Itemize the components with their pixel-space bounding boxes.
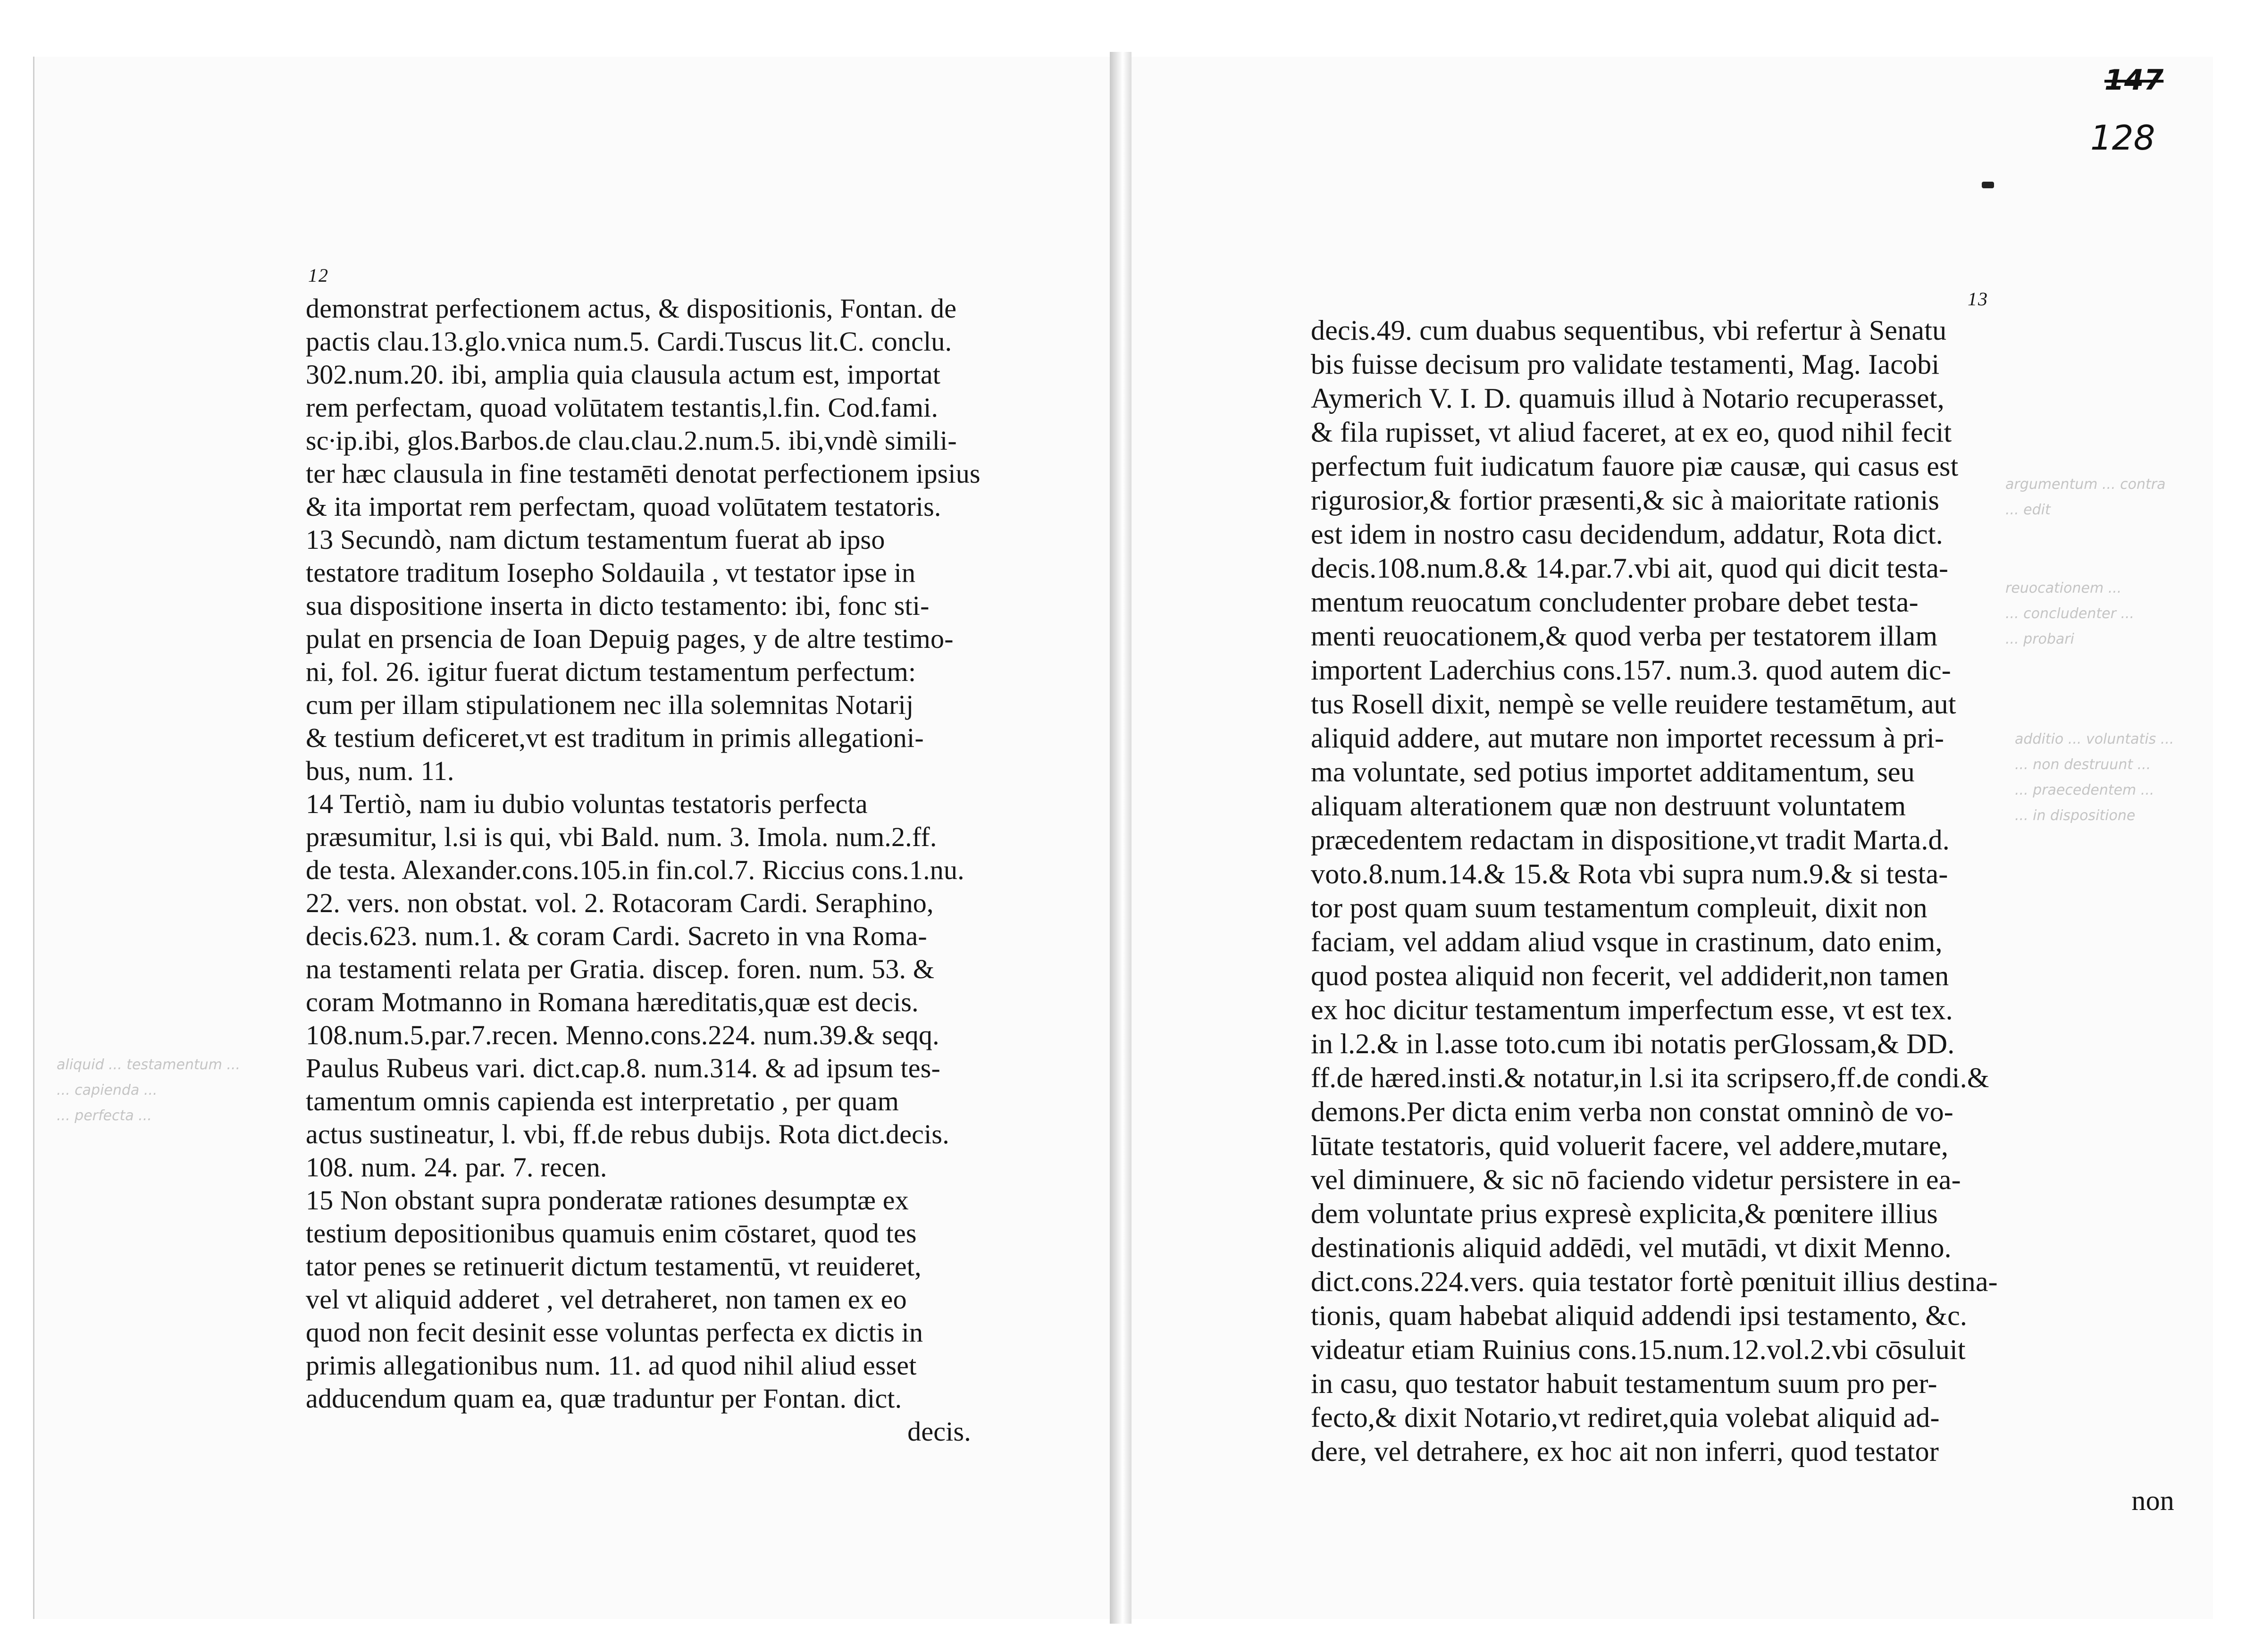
left-line: 108. num. 24. par. 7. recen. (306, 1152, 607, 1182)
right-line: tus Rosell dixit, nempè se velle reuidere testamētum, aut (1311, 688, 1956, 720)
book-gutter (1110, 52, 1131, 1624)
left-line: na testamenti relata per Gratia. discep. foren. num. 53. & (306, 954, 935, 984)
margin-note-line: ... edit (2005, 502, 2051, 518)
margin-note-line: ... non destruunt ... (2015, 756, 2151, 773)
right-line: importent Laderchius cons.157. num.3. quod autem dic- (1311, 654, 1951, 686)
margin-note-line: ... capienda ... (57, 1082, 158, 1099)
right-margin-note (2005, 576, 2134, 652)
right-line: bis fuisse decisum pro validate testamenti, Mag. Iacobi (1311, 349, 1940, 380)
left-line: tator penes se retinuerit dictum testamentū, vt reuideret, (306, 1251, 922, 1282)
margin-note-line: ... praecedentem ... (2015, 782, 2154, 798)
right-line: tor post quam suum testamentum compleuit, dixit non (1311, 892, 1928, 923)
margin-note-line: ... probari (2005, 631, 2074, 647)
right-line: ff.de hæred.insti.& notatur,in l.si ita scripsero,ff.de condi.& (1311, 1062, 1989, 1093)
right-line: decis.49. cum duabus sequentibus, vbi refertur à Senatu (1311, 315, 1947, 346)
left-line: vel vt aliquid adderet , vel detraheret, non tamen ex eo (306, 1284, 907, 1315)
right-line: faciam, vel addam aliud vsque in crastinum, dato enim, (1311, 926, 1943, 957)
right-line: lūtate testatoris, quid voluerit facere, vel addere,mutare, (1311, 1130, 1949, 1161)
left-margin-note (57, 1052, 240, 1129)
right-line: fecto,& dixit Notario,vt rediret,quia volebat aliquid ad- (1311, 1402, 1940, 1433)
right-line: Aymerich V. I. D. quamuis illud à Notario recuperasset, (1311, 383, 1944, 414)
left-line: tamentum omnis capienda est interpretatio , per quam (306, 1086, 899, 1116)
left-line: sc∙ip.ibi, glos.Barbos.de clau.clau.2.num.5. ibi,vndè simili- (306, 425, 957, 456)
left-line: 13 Secundò, nam dictum testamentum fuerat ab ipso (306, 524, 885, 555)
ink-mark (1982, 182, 1994, 188)
right-line: rigurosior,& fortior præsenti,& sic à maioritate rationis (1311, 485, 1940, 516)
right-line: quod postea aliquid non fecerit, vel addiderit,non tamen (1311, 960, 1949, 991)
margin-note-line: additio ... voluntatis ... (2015, 731, 2174, 747)
right-line: voto.8.num.14.& 15.& Rota vbi supra num.9.& si testa- (1311, 858, 1948, 889)
left-line: 302.num.20. ibi, amplia quia clausula actum est, importat (306, 359, 941, 390)
left-line: & testium deficeret,vt est traditum in primis allegationi- (306, 722, 924, 753)
left-line: decis.623. num.1. & coram Cardi. Sacreto in vna Roma- (306, 921, 927, 951)
margin-note-line: argumentum ... contra (2005, 476, 2166, 493)
left-line: sua dispositione inserta in dicto testamento: ibi, fonc sti- (306, 590, 930, 621)
right-line: in casu, quo testator habuit testamentum suum pro per- (1311, 1368, 1937, 1399)
right-line: aliquam alterationem quæ non destruunt voluntatem (1311, 790, 1906, 822)
right-line: tionis, quam habebat aliquid addendi ipsi testamento, &c. (1311, 1300, 1968, 1331)
left-line: ter hæc clausula in fine testamēti denotat perfectionem ipsius (306, 458, 981, 489)
right-line: in l.2.& in l.asse toto.cum ibi notatis perGlossam,& DD. (1311, 1028, 1955, 1059)
left-line: 15 Non obstant supra ponderatæ rationes desumptæ ex (306, 1185, 909, 1216)
left-line: quod non fecit desinit esse voluntas perfecta ex dictis in (306, 1317, 923, 1348)
right-page-number: 13 (1968, 288, 1988, 310)
margin-note-line: aliquid ... testamentum ... (57, 1057, 241, 1073)
left-line: bus, num. 11. (306, 755, 454, 786)
margin-note-line: ... perfecta ... (57, 1107, 152, 1124)
left-line: & ita importat rem perfectam, quoad volūtatem testatoris. (306, 491, 941, 522)
right-margin-note (2015, 727, 2174, 829)
left-line: demonstrat perfectionem actus, & dispositionis, Fontan. de (306, 293, 957, 324)
right-line: menti reuocationem,& quod verba per testatorem illam (1311, 621, 1938, 652)
right-line: perfectum fuit iudicatum fauore piæ causæ, qui casus est (1311, 451, 1959, 482)
right-line: vel diminuere, & sic nō faciendo videtur persistere in ea- (1311, 1164, 1961, 1195)
left-line: pulat en prsencia de Ioan Depuig pages, y de altre testimo- (306, 623, 954, 654)
left-line: rem perfectam, quoad volūtatem testantis,l.fin. Cod.fami. (306, 392, 939, 423)
right-line: dere, vel detrahere, ex hoc ait non inferri, quod testator (1311, 1436, 1939, 1467)
right-line: dem voluntate prius expresè explicita,& pœnitere illius (1311, 1198, 1938, 1229)
margin-note-line: reuocationem ... (2005, 580, 2122, 596)
left-line: testatore traditum Iosepho Soldauila , vt testator ipse in (306, 557, 916, 588)
old-folio-number: 147 (2104, 64, 2164, 97)
left-line: Paulus Rubeus vari. dict.cap.8. num.314. & ad ipsum tes- (306, 1053, 941, 1083)
left-line: 22. vers. non obstat. vol. 2. Rotacoram Cardi. Seraphino, (306, 888, 934, 918)
left-line: præsumitur, l.si is qui, vbi Bald. num. 3. Imola. num.2.ff. (306, 822, 937, 852)
margin-note-line: ... in dispositione (2015, 807, 2136, 824)
right-line: dict.cons.224.vers. quia testator fortè pœnituit illius destina- (1311, 1266, 1998, 1297)
left-line: de testa. Alexander.cons.105.in fin.col.7. Riccius cons.1.nu. (306, 855, 964, 885)
right-line: aliquid addere, aut mutare non importet recessum à pri- (1311, 722, 1944, 754)
left-page (33, 57, 1111, 1619)
left-line: primis allegationibus num. 11. ad quod nihil aliud esset (306, 1350, 917, 1381)
right-line: demons.Per dicta enim verba non constat omninò de vo- (1311, 1096, 1953, 1127)
right-line: est idem in nostro casu decidendum, addatur, Rota dict. (1311, 519, 1943, 550)
right-line: ma voluntate, sed potius importet additamentum, seu (1311, 756, 1915, 788)
left-catchword: decis. (907, 1416, 971, 1447)
left-page-number: 12 (308, 265, 329, 286)
right-line: videatur etiam Ruinius cons.15.num.12.vol.2.vbi cōsuluit (1311, 1334, 1966, 1365)
left-line: cum per illam stipulationem nec illa solemnitas Notarij (306, 689, 914, 720)
right-line: decis.108.num.8.& 14.par.7.vbi ait, quod qui dicit testa- (1311, 553, 1949, 584)
left-line: actus sustineatur, l. vbi, ff.de rebus dubijs. Rota dict.decis. (306, 1119, 949, 1149)
left-line: 14 Tertiò, nam iu dubio voluntas testatoris perfecta (306, 788, 868, 819)
right-line: præcedentem redactam in dispositione,vt tradit Marta.d. (1311, 824, 1950, 855)
right-line: mentum reuocatum concludenter probare debet testa- (1311, 587, 1919, 618)
left-line: testium depositionibus quamuis enim cōstaret, quod tes (306, 1218, 917, 1249)
left-line: ni, fol. 26. igitur fuerat dictum testamentum perfectum: (306, 656, 916, 687)
right-line: & fila rupisset, vt aliud faceret, at ex eo, quod nihil fecit (1311, 417, 1952, 448)
left-line: coram Motmanno in Romana hæreditatis,quæ est decis. (306, 987, 919, 1017)
right-line: ex hoc dicitur testamentum imperfectum esse, vt est tex. (1311, 994, 1953, 1025)
left-line: pactis clau.13.glo.vnica num.5. Cardi.Tuscus lit.C. conclu. (306, 326, 952, 357)
left-line: 108.num.5.par.7.recen. Menno.cons.224. num.39.& seqq. (306, 1020, 939, 1050)
left-line: adducendum quam ea, quæ traduntur per Fontan. dict. (306, 1383, 902, 1414)
folio-number: 128 (2090, 118, 2155, 158)
right-catchword: non (2131, 1485, 2174, 1516)
right-page (1131, 57, 2213, 1619)
right-margin-note (2005, 472, 2166, 523)
margin-note-line: ... concludenter ... (2005, 605, 2135, 622)
right-line: destinationis aliquid addēdi, vel mutādi, vt dixit Menno. (1311, 1232, 1952, 1263)
